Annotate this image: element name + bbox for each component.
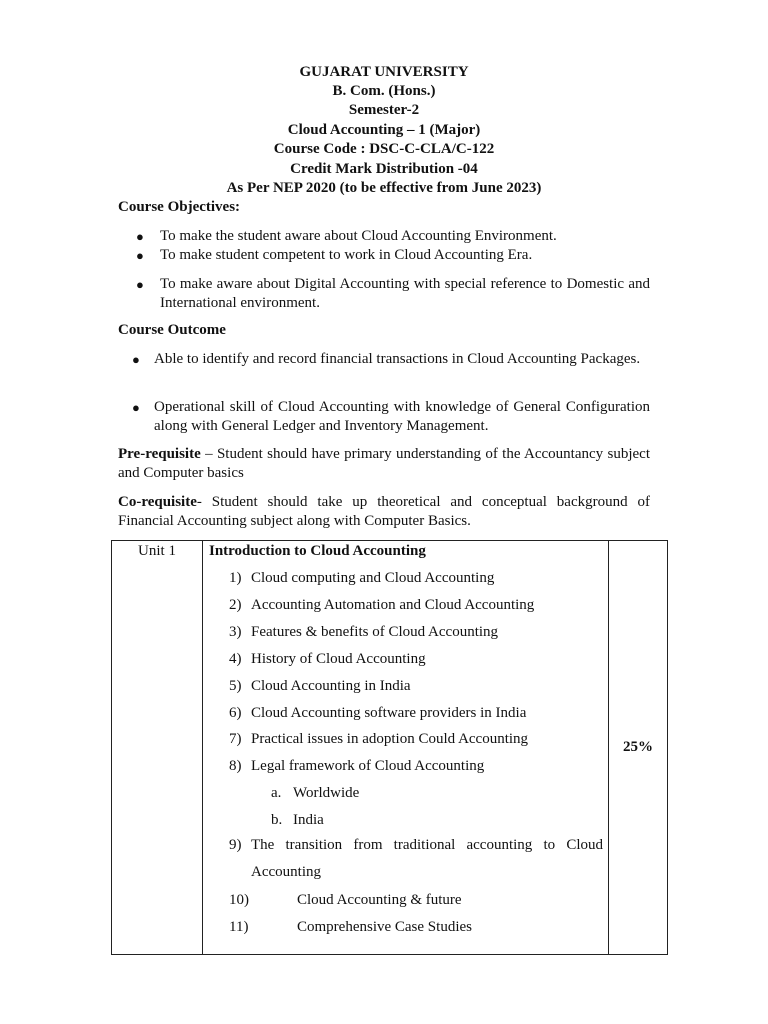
corequisite-label: Co-requisite <box>118 494 197 510</box>
objectives-heading: Course Objectives: <box>118 199 241 215</box>
objective-item: ● To make student competent to work in Cloud Accounting Era. <box>136 247 533 263</box>
outcome-item: ● Able to identify and record financial transactions in Cloud Accounting Packages. <box>132 351 641 367</box>
unit-label: Unit 1 <box>138 543 176 559</box>
outcome-heading: Course Outcome <box>118 322 226 338</box>
bullet-icon: ● <box>132 352 140 367</box>
unit-content-cell: Introduction to Cloud Accounting 1) Cloud computing and Cloud Accounting 2) Accounting Automation and Cloud Accounting 3) Features & benefits of Cloud Accounting 4) History of Cloud Accounting 5) Cloud Accounting in India 6) Cloud Accounting software providers in India 7) Practical issues in adoption Could Accounting 8) Legal framework of Cloud Accounting a. Worldwide b. India 9) The transition from traditional accounting to Cloud Accounting 10) Cloud Accounting & future 11) Comprehensive Case Studies <box>203 541 609 955</box>
bullet-icon: ● <box>136 229 144 244</box>
bullet-icon: ● <box>132 400 140 415</box>
nep-note: As Per NEP 2020 (to be effective from June 2023) <box>226 180 542 196</box>
semester-title: Semester-2 <box>348 102 420 118</box>
university-title: GUJARAT UNIVERSITY <box>299 64 469 80</box>
prerequisite-text: – Student should have primary understanding of the Accountancy subject and Computer basics <box>118 446 650 481</box>
unit-label-cell <box>112 541 203 955</box>
prerequisite-paragraph <box>118 445 650 483</box>
objective-item: ● To make aware about Digital Accounting with special reference to Domestic and International environment. <box>136 276 650 311</box>
list-item: 9) The transition from traditional accounting to Cloud Accounting <box>229 837 603 880</box>
unit-table <box>111 540 668 955</box>
bullet-icon: ● <box>136 277 144 292</box>
credit-distribution: Credit Mark Distribution -04 <box>290 161 478 177</box>
objective-item: ● To make the student aware about Cloud Accounting Environment. <box>136 228 557 244</box>
corequisite-text: - Student should take up theoretical and conceptual background of Financial Accounting subject along with Computer Basics. <box>118 494 650 529</box>
corequisite-paragraph <box>118 493 650 531</box>
table-row <box>112 541 668 955</box>
weightage-value: 25% <box>623 739 653 755</box>
bullet-icon: ● <box>136 248 144 263</box>
unit-title: Introduction to Cloud Accounting <box>209 543 426 559</box>
course-code: Course Code : DSC-C-CLA/C-122 <box>273 141 495 157</box>
outcome-item: ● Operational skill of Cloud Accounting with knowledge of General Configuration along with General Ledger and Inventory Management. <box>132 399 650 434</box>
prerequisite-label: Pre-requisite <box>118 446 201 462</box>
program-title: B. Com. (Hons.) <box>332 83 436 99</box>
course-title: Cloud Accounting – 1 (Major) <box>287 122 481 138</box>
